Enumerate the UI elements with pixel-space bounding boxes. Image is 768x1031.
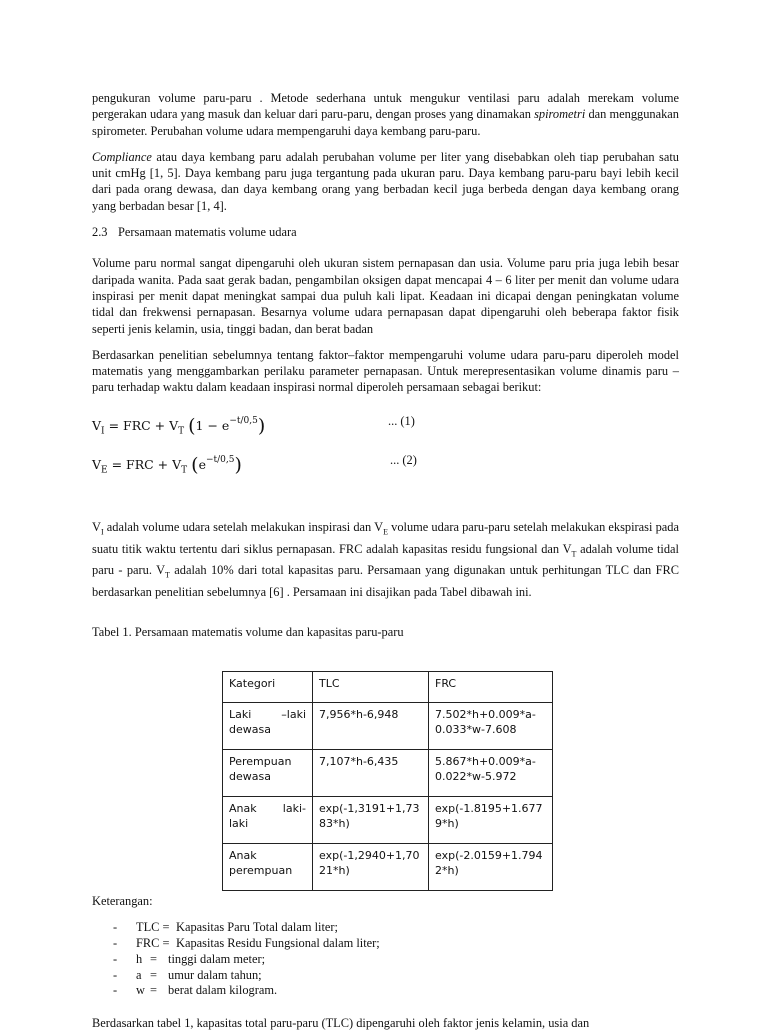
section-number: 2.3 xyxy=(92,225,108,240)
paragraph-model: Berdasarkan penelitian sebelumnya tentang faktor–faktor mempengaruhi volume udara paru-paru diperoleh model matematis yang menggambarkan perilaku parameter pernapasan. Untuk merepresentasikan volume dinamis paru – paru terhadap waktu dalam keadaan inspirasi normal diperoleh persamaan sebagai berikut: xyxy=(92,347,679,395)
equation-1: $V_I$ = FRC + $V_T$ $(1 - e^{-t/0,5})$ ... (1) xyxy=(92,413,415,437)
compliance-paragraph: Compliance atau daya kembang paru adalah perubahan volume per liter yang disebabkan oleh tiap perubahan satu unit cmHg [1, 5]. Daya kembang paru juga tergantung pada ukuran paru. Daya kembang paru-paru bayi lebih kecil dari pada orang dewasa, dan daya kembang orang yang berbadan kecil juga berbeda dengan daya kembang orang yang berbadan besar [1, 4]. xyxy=(92,149,679,213)
equation-table xyxy=(222,671,553,891)
section-heading xyxy=(92,224,679,240)
legend-section xyxy=(92,893,679,998)
compliance-term: Compliance xyxy=(92,149,152,164)
list-item: - a = umur dalam tahun; xyxy=(113,967,262,982)
cell-kategori: Anak laki- laki xyxy=(223,797,313,844)
cell-tlc: exp(-1,3191+1,7383*h) xyxy=(313,797,429,844)
cell-tlc: 7,956*h-6,948 xyxy=(313,703,429,750)
table-header-row xyxy=(223,672,553,703)
list-item: - FRC = Kapasitas Residu Fungsional dalam liter; xyxy=(113,936,380,951)
cell-frc: exp(-1.8195+1.6779*h) xyxy=(429,797,553,844)
equation-2-ref: ... (2) xyxy=(390,452,417,467)
spirometri-term: spirometri xyxy=(534,107,586,122)
section-title: Persamaan matematis volume udara xyxy=(118,225,297,240)
cell-frc: 7.502*h+0.009*a-0.033*w-7.608 xyxy=(429,703,553,750)
closing-paragraph: Berdasarkan tabel 1, kapasitas total paru-paru (TLC) dipengaruhi oleh faktor jenis kelamin, usia dan xyxy=(92,1016,590,1030)
header-frc: FRC xyxy=(429,672,553,703)
table-row xyxy=(223,750,553,797)
cell-tlc: 7,107*h-6,435 xyxy=(313,750,429,797)
cell-frc: 5.867*h+0.009*a-0.022*w-5.972 xyxy=(429,750,553,797)
table-row xyxy=(223,797,553,844)
list-item: - TLC = Kapasitas Paru Total dalam liter; xyxy=(113,920,339,935)
equation-1-ref: ... (1) xyxy=(388,413,415,428)
paragraph-volume-paru: Volume paru normal sangat dipengaruhi oleh ukuran sistem pernapasan dan usia. Volume paru pria juga lebih besar daripada wanita. Pada saat gerak badan, pengambilan oksigen dapat mencapai 4 – 6 liter per menit dan volume udara inspirasi per menit dapat meningkat sampai dua puluh kali lipat. Keadaan ini dicapai dengan peningkatan volume tidal dan frekwensi pernapasan. Besarnya volume udara pernapasan dapat dipengaruhi oleh beberapa faktor fisik seperti jenis kelamin, usia, tinggi badan, dan berat badan xyxy=(92,256,679,336)
intro-paragraph: pengukuran volume paru-paru . Metode sederhana untuk mengukur ventilasi paru adalah merekam volume pergerakan udara yang masuk dan keluar dari paru-paru, dengan proses yang dinamakan spirometri dan menggunakan spirometer. Perubahan volume udara mempengaruhi daya kembang paru-paru. xyxy=(92,91,680,138)
cell-kategori: Perempuan dewasa xyxy=(223,750,313,797)
cell-kategori: Anak perempuan xyxy=(223,844,313,891)
document-body xyxy=(92,90,679,641)
header-tlc: TLC xyxy=(313,672,429,703)
cell-kategori: Laki –laki dewasa xyxy=(223,703,313,750)
legend-list xyxy=(92,919,679,998)
cell-frc: exp(-2.0159+1.7942*h) xyxy=(429,844,553,891)
equation-2: $V_E$ = FRC + $V_T$ $(e^{-t/0,5})$ ... (2) xyxy=(92,452,417,476)
paragraph-definitions: $V_I$ adalah volume udara setelah melakukan inspirasi dan $V_E$ volume udara paru-paru setelah melakukan ekspirasi pada suatu titik waktu tertentu dari siklus pernapasan. FRC adalah kapasitas residu fungsional dan $V_T$ adalah volume tidal paru - paru. $V_T$ adalah 10% dari total kapasitas paru. Persamaan yang digunakan untuk perhitungan TLC dan FRC berdasarkan penelitian sebelumnya [6] . Persamaan ini disajikan pada Tabel dibawah ini. xyxy=(92,519,679,600)
cell-tlc: exp(-1,2940+1,7021*h) xyxy=(313,844,429,891)
list-item: - h = tinggi dalam meter; xyxy=(113,951,266,966)
table-row xyxy=(223,844,553,891)
header-kategori: Kategori xyxy=(223,672,313,703)
list-item: - w = berat dalam kilogram. xyxy=(113,983,278,998)
legend-title: Keterangan: xyxy=(92,894,153,908)
table-row xyxy=(223,703,553,750)
table-caption: Tabel 1. Persamaan matematis volume dan kapasitas paru-paru xyxy=(92,625,404,640)
